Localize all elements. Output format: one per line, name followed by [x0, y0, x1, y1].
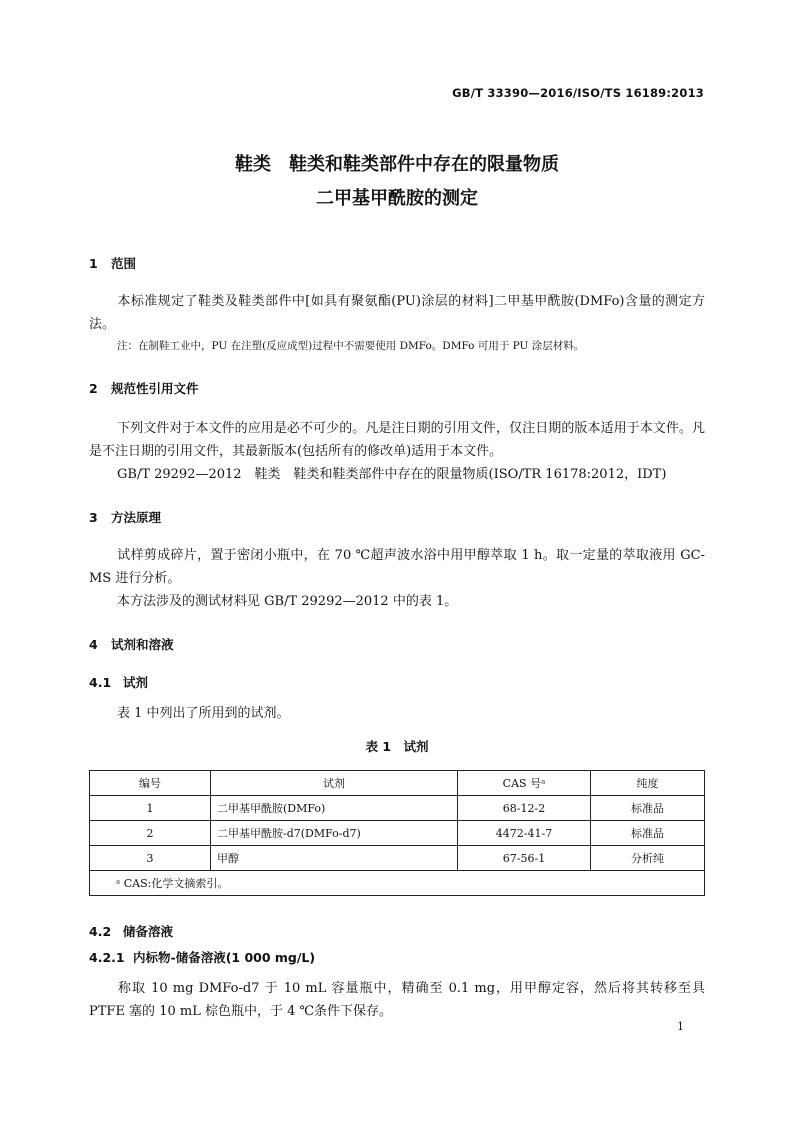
section-1-paragraph: [89, 290, 705, 336]
table-cell: 分析纯: [591, 846, 705, 871]
table-cell: 3: [90, 846, 211, 871]
table-caption: 表 1 试剂: [365, 739, 429, 754]
table-cell: 67-56-1: [458, 846, 591, 871]
table-row: [90, 846, 705, 871]
table-cell: 4472-41-7: [458, 821, 591, 846]
section-3-paragraph-1: [89, 544, 705, 590]
section-title: 试剂和溶液: [111, 637, 174, 652]
section-4-heading: [89, 635, 174, 653]
table-cell: 标准品: [591, 796, 705, 821]
table-row: [90, 796, 705, 821]
document-title-line1: 鞋类 鞋类和鞋类部件中存在的限量物质: [235, 154, 559, 175]
column-header: CAS 号ᵃ: [458, 771, 591, 796]
section-4-1-paragraph: [89, 702, 705, 725]
table-cell: 甲醇: [211, 846, 458, 871]
paragraph-text: 试样剪成碎片，置于密闭小瓶中，在 70 ℃超声波水浴中用甲醇萃取 1 h。取一定量的萃取液用 GC-MS 进行分析。: [89, 548, 705, 586]
section-2-reference: [89, 463, 705, 486]
table-cell: 二甲基甲酰胺-d7(DMFo-d7): [211, 821, 458, 846]
section-1-note: 注：在制鞋工业中，PU 在注塑(反应成型)过程中不需要使用 DMFo。DMFo 可用于 PU 涂层材料。: [117, 340, 585, 352]
column-header: 纯度: [591, 771, 705, 796]
section-title: 储备溶液: [123, 924, 174, 939]
paragraph-text: 下列文件对于本文件的应用是必不可少的。凡是注日期的引用文件，仅注日期的版本适用于本文件。凡是不注日期的引用文件，其最新版本(包括所有的修改单)适用于本文件。: [89, 421, 705, 459]
paragraph-text: 本方法涉及的测试材料见 GB/T 29292—2012 中的表 1。: [117, 594, 458, 609]
section-number: 2: [89, 381, 98, 396]
table-header-row: [90, 771, 705, 796]
table-footnote: ᵃ CAS:化学文摘索引。: [90, 871, 705, 896]
table-row: [90, 821, 705, 846]
column-header: 编号: [90, 771, 211, 796]
table-footnote-row: [90, 871, 705, 896]
table-cell: 二甲基甲酰胺(DMFo): [211, 796, 458, 821]
table-cell: 标准品: [591, 821, 705, 846]
section-title: 规范性引用文件: [111, 381, 199, 396]
section-4-1-heading: [89, 673, 148, 691]
section-4-2-1-heading: [89, 948, 315, 966]
table-cell: 68-12-2: [458, 796, 591, 821]
section-4-2-heading: [89, 922, 173, 940]
paragraph-text: 表 1 中列出了所用到的试剂。: [117, 706, 290, 721]
section-number: 4.2: [89, 924, 112, 939]
page-number: 1: [677, 1020, 684, 1033]
section-number: 4: [89, 637, 98, 652]
section-3-paragraph-2: [89, 590, 705, 613]
section-2-heading: [89, 379, 199, 397]
paragraph-text: 称取 10 mg DMFo-d7 于 10 mL 容量瓶中，精确至 0.1 mg，用甲醇定容，然后将其转移至具 PTFE 塞的 10 mL 棕色瓶中，于 4 ℃条件下保存。: [89, 981, 705, 1019]
section-number: 3: [89, 510, 98, 525]
section-number: 1: [89, 256, 98, 271]
section-number: 4.2.1: [89, 950, 125, 965]
reference-text: GB/T 29292—2012 鞋类 鞋类和鞋类部件中存在的限量物质(ISO/TR 16178:2012，IDT): [117, 467, 667, 482]
section-title: 范围: [111, 256, 137, 271]
section-number: 4.1: [89, 675, 112, 690]
section-3-heading: [89, 508, 161, 526]
section-title: 内标物-储备溶液(1 000 mg/L): [133, 950, 316, 965]
table-cell: 2: [90, 821, 211, 846]
document-title-line2: 二甲基甲酰胺的测定: [316, 188, 478, 209]
section-2-paragraph: [89, 417, 705, 463]
column-header: 试剂: [211, 771, 458, 796]
standard-number: GB/T 33390—2016/ISO/TS 16189:2013: [452, 86, 704, 100]
section-title: 方法原理: [111, 510, 162, 525]
reagents-table: [89, 770, 705, 896]
section-1-heading: [89, 254, 136, 272]
paragraph-text: 本标准规定了鞋类及鞋类部件中[如具有聚氨酯(PU)涂层的材料]二甲基甲酰胺(DMFo)含量的测定方法。: [89, 294, 705, 332]
table-cell: 1: [90, 796, 211, 821]
section-4-2-1-paragraph: [89, 977, 705, 1023]
section-title: 试剂: [123, 675, 149, 690]
